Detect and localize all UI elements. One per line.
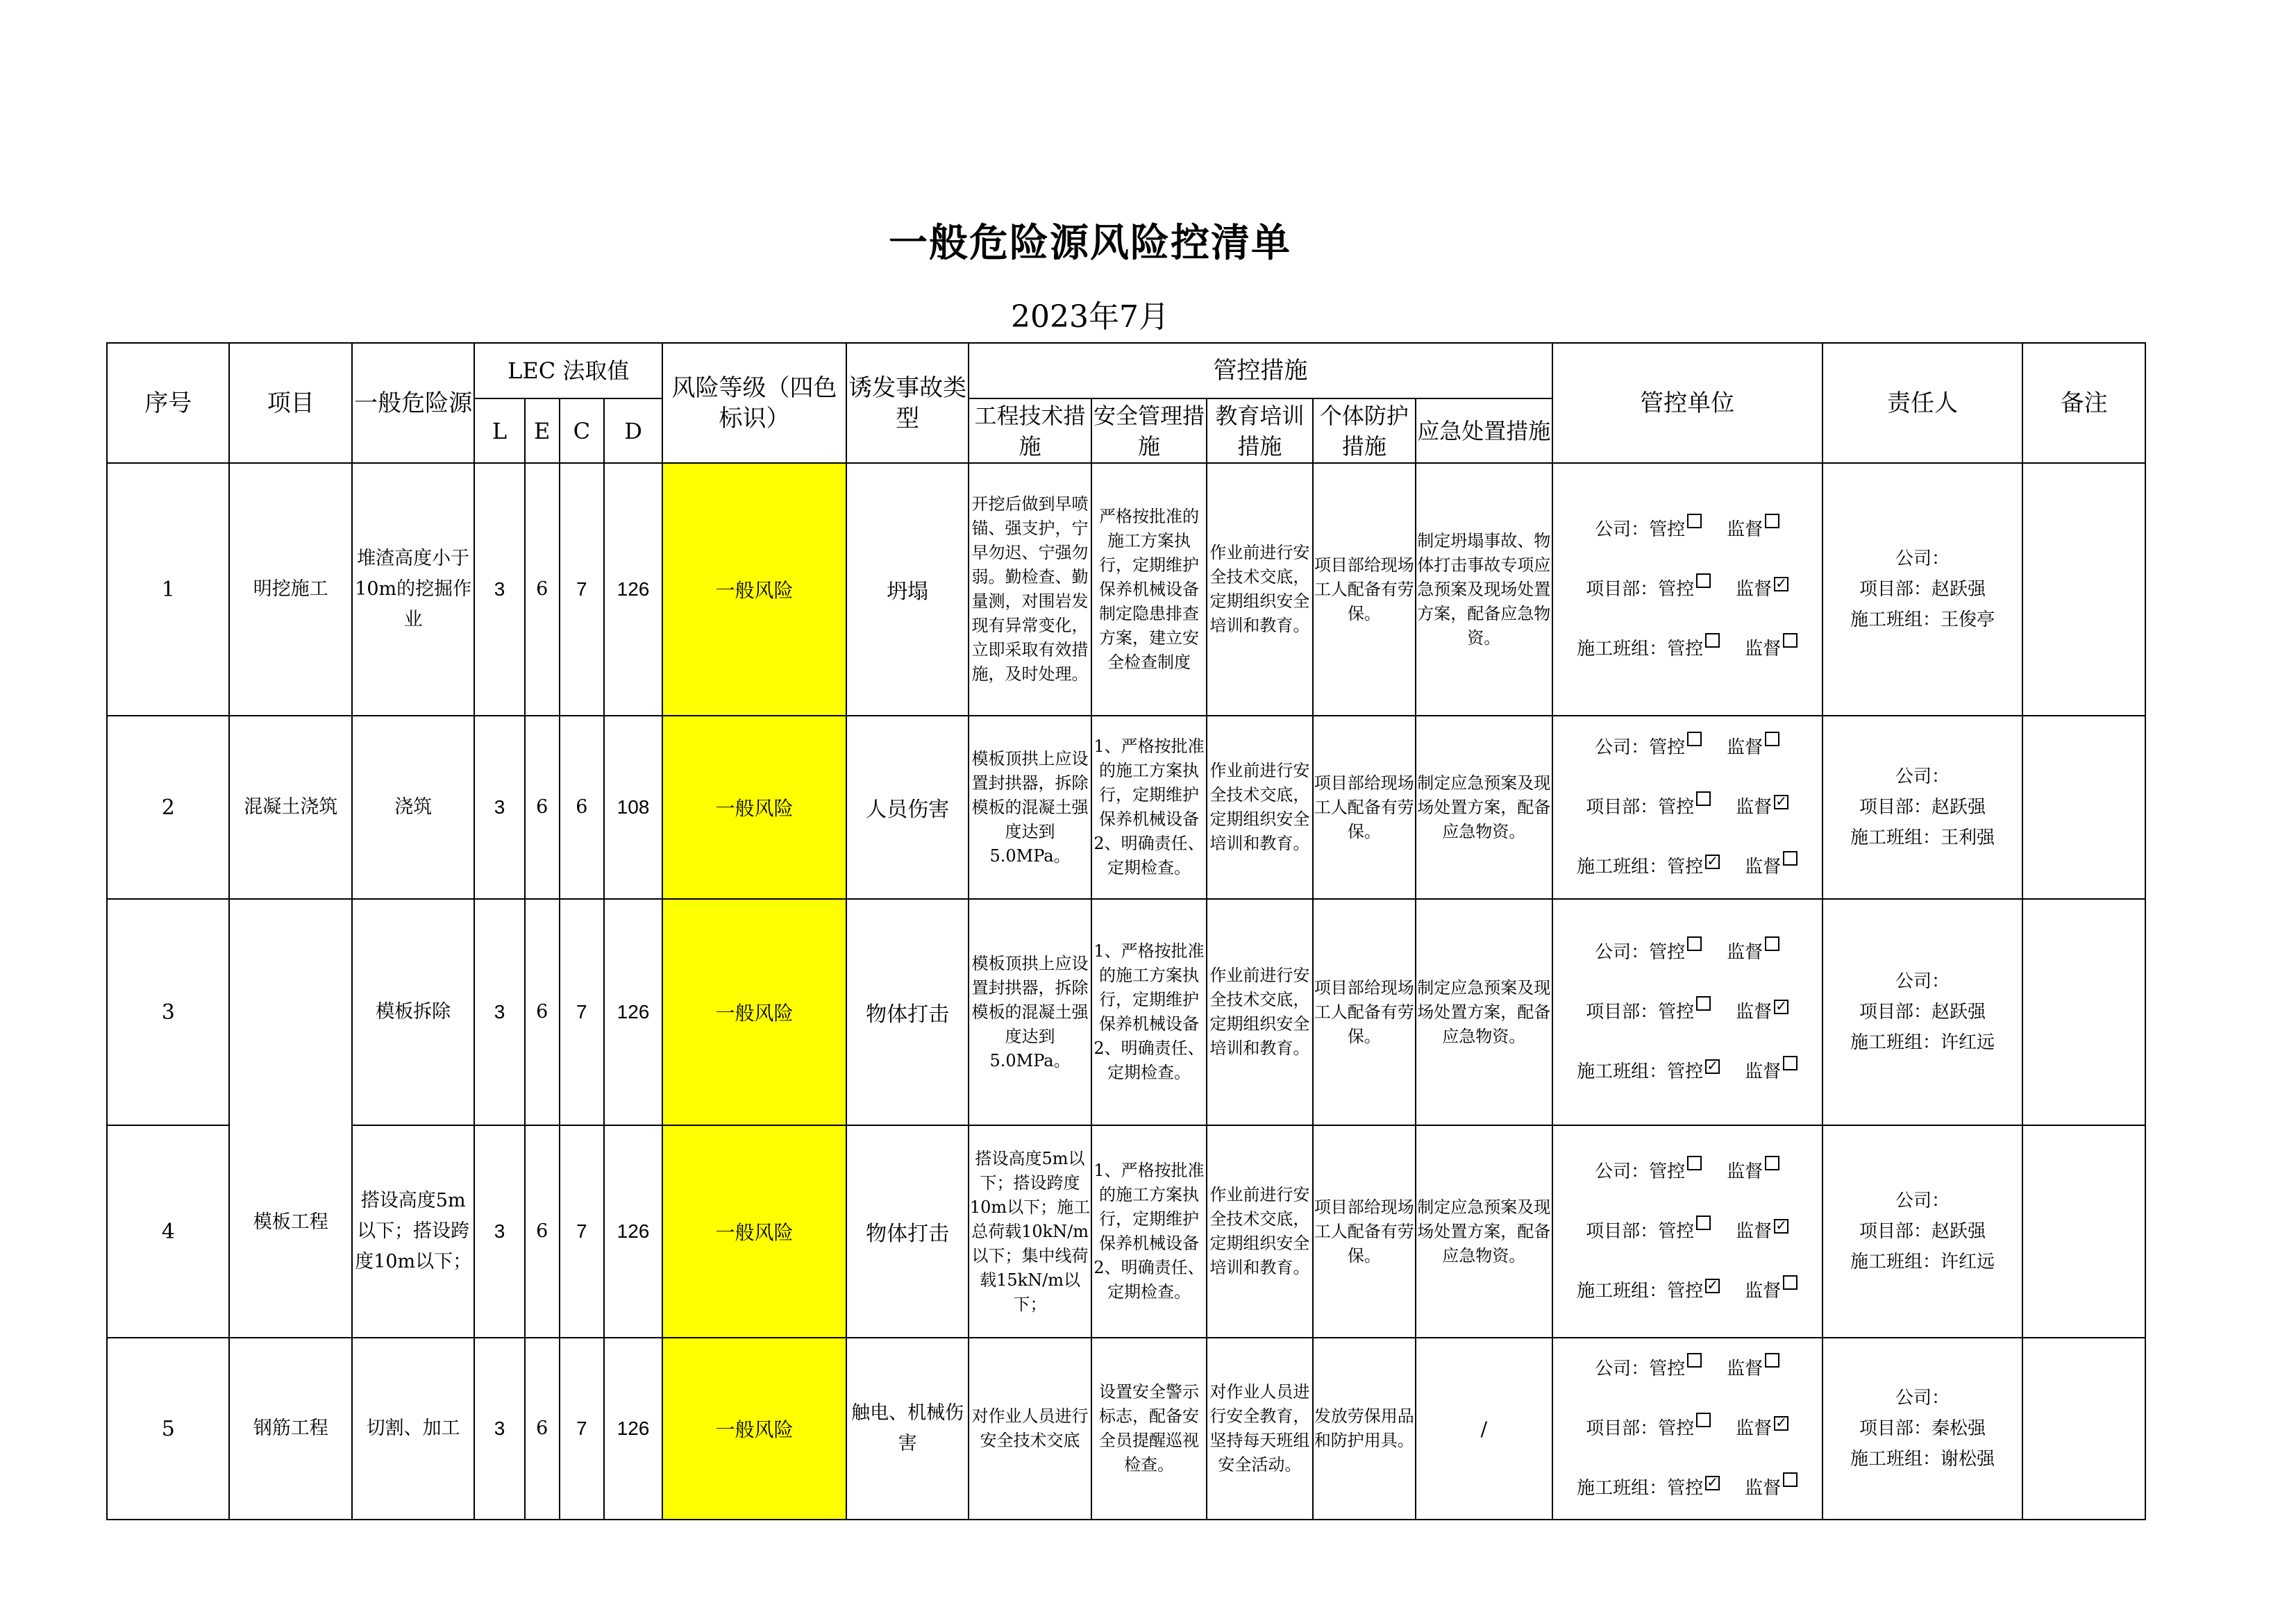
person-label-dept: 项目部： — [1859, 797, 1932, 818]
unit-line-company — [1553, 923, 1822, 982]
control-checkbox[interactable] — [1687, 936, 1702, 951]
cell-e: 6 — [525, 899, 560, 1125]
cell-risk-level: 一般风险 — [662, 899, 846, 1125]
table-row — [107, 899, 2145, 1125]
cell-hazard: 搭设高度5m以下；搭设跨度10m以下； — [352, 1125, 474, 1338]
cell-edu-measure: 作业前进行安全技术交底，定期组织安全培训和教育。 — [1207, 1125, 1312, 1338]
supervise-checkbox[interactable] — [1765, 732, 1779, 746]
unit-label-company: 公司： — [1595, 1359, 1650, 1379]
cell-responsible-person — [1822, 1125, 2023, 1338]
person-label-company: 公司： — [1895, 766, 1950, 787]
cell-remark — [2022, 899, 2145, 1125]
unit-line-dept — [1553, 560, 1822, 619]
person-line-team — [1823, 605, 2022, 635]
control-checkbox[interactable] — [1696, 996, 1711, 1011]
supervise-label: 监督 — [1727, 737, 1763, 758]
header-c: C — [560, 398, 604, 463]
check-mark-icon: ✓ — [1775, 998, 1787, 1014]
header-e: E — [525, 398, 560, 463]
unit-line-dept — [1553, 1202, 1822, 1261]
person-name-dept: 赵跃强 — [1932, 1221, 1986, 1242]
check-mark-icon: ✓ — [1775, 1217, 1787, 1234]
cell-hazard: 模板拆除 — [352, 899, 474, 1125]
person-line-dept — [1823, 997, 2022, 1027]
cell-accident: 触电、机械伤害 — [846, 1338, 969, 1520]
cell-eng-measure: 模板顶拱上应设置封拱器，拆除模板的混凝土强度达到5.0MPa。 — [969, 899, 1091, 1125]
supervise-checkbox[interactable] — [1774, 1000, 1788, 1014]
supervise-label: 监督 — [1736, 1002, 1773, 1023]
person-label-dept: 项目部： — [1859, 579, 1932, 600]
check-mark-icon: ✓ — [1707, 1057, 1718, 1074]
unit-line-dept — [1553, 982, 1822, 1042]
person-line-team — [1823, 1444, 2022, 1474]
supervise-label: 监督 — [1727, 1161, 1763, 1182]
supervise-checkbox[interactable] — [1765, 936, 1779, 951]
check-mark-icon: ✓ — [1707, 1277, 1718, 1293]
cell-remark — [2022, 1338, 2145, 1520]
cell-responsible-person — [1822, 716, 2023, 899]
cell-risk-level: 一般风险 — [662, 1125, 846, 1338]
cell-accident: 人员伤害 — [846, 716, 969, 899]
control-checkbox[interactable] — [1687, 732, 1702, 746]
cell-remark — [2022, 1125, 2145, 1338]
supervise-label: 监督 — [1745, 639, 1782, 659]
control-checkbox[interactable] — [1705, 1059, 1720, 1074]
person-label-dept: 项目部： — [1859, 1418, 1932, 1439]
cell-safety-measure: 1、严格按批准的施工方案执行，定期维护保养机械设备 2、明确责任、定期检查。 — [1091, 1125, 1207, 1338]
header-emer: 应急处置措施 — [1416, 398, 1552, 463]
check-mark-icon: ✓ — [1775, 575, 1787, 591]
unit-label-dept: 项目部： — [1586, 797, 1659, 818]
cell-control-unit — [1552, 1338, 1822, 1520]
unit-line-team — [1553, 1458, 1822, 1518]
person-line-company — [1823, 544, 2022, 574]
control-label: 管控 — [1649, 942, 1686, 963]
unit-line-company — [1553, 500, 1822, 560]
header-edu: 教育培训措施 — [1207, 398, 1312, 463]
cell-risk-level: 一般风险 — [662, 1338, 846, 1520]
cell-remark — [2022, 716, 2145, 899]
header-unit: 管控单位 — [1552, 343, 1822, 463]
supervise-label: 监督 — [1736, 1221, 1773, 1242]
control-checkbox[interactable] — [1696, 573, 1711, 588]
cell-eng-measure: 模板顶拱上应设置封拱器，拆除模板的混凝土强度达到5.0MPa。 — [969, 716, 1091, 899]
control-label: 管控 — [1667, 1061, 1704, 1082]
control-checkbox[interactable] — [1705, 1279, 1720, 1293]
cell-hazard: 堆渣高度小于10m的挖掘作业 — [352, 463, 474, 716]
supervise-checkbox[interactable] — [1765, 514, 1779, 528]
cell-accident: 坍塌 — [846, 463, 969, 716]
person-label-company: 公司： — [1895, 1191, 1950, 1211]
table-row — [107, 1338, 2145, 1520]
person-line-dept — [1823, 792, 2022, 823]
unit-label-company: 公司： — [1595, 942, 1650, 963]
cell-emer-measure: 制定应急预案及现场处置方案，配备应急物资。 — [1416, 1125, 1552, 1338]
cell-control-unit — [1552, 463, 1822, 716]
supervise-label: 监督 — [1736, 1418, 1773, 1439]
cell-d: 126 — [604, 463, 662, 716]
cell-e: 6 — [525, 1338, 560, 1520]
supervise-label: 监督 — [1727, 942, 1763, 963]
unit-line-company — [1553, 1142, 1822, 1202]
supervise-checkbox[interactable] — [1783, 1472, 1798, 1487]
person-name-team: 许红远 — [1941, 1252, 1995, 1272]
control-label: 管控 — [1658, 579, 1695, 600]
cell-emer-measure: 制定坍塌事故、物体打击事故专项应急预案及现场处置方案，配备应急物资。 — [1416, 463, 1552, 716]
control-checkbox[interactable] — [1687, 514, 1702, 528]
cell-project: 混凝土浇筑 — [229, 716, 351, 899]
unit-line-dept — [1553, 1399, 1822, 1458]
cell-c: 7 — [560, 463, 604, 716]
cell-seq: 2 — [107, 716, 229, 899]
supervise-checkbox[interactable] — [1774, 577, 1788, 591]
header-project: 项目 — [229, 343, 351, 463]
person-name-dept: 赵跃强 — [1932, 579, 1986, 600]
supervise-label: 监督 — [1745, 857, 1782, 877]
cell-ppe-measure: 发放劳保用品和防护用具。 — [1313, 1338, 1416, 1520]
cell-project: 钢筋工程 — [229, 1338, 351, 1520]
control-label: 管控 — [1649, 1161, 1686, 1182]
table-row — [107, 463, 2145, 716]
supervise-checkbox[interactable] — [1783, 1275, 1798, 1290]
unit-line-dept — [1553, 777, 1822, 837]
supervise-checkbox[interactable] — [1783, 633, 1798, 648]
control-checkbox[interactable] — [1696, 791, 1711, 806]
header-hazard: 一般危险源 — [352, 343, 474, 463]
cell-c: 7 — [560, 1125, 604, 1338]
person-line-dept — [1823, 574, 2022, 605]
person-label-company: 公司： — [1895, 1388, 1950, 1408]
header-lec: LEC 法取值 — [474, 343, 662, 398]
supervise-checkbox[interactable] — [1774, 795, 1788, 809]
supervise-checkbox[interactable] — [1765, 1156, 1779, 1170]
cell-accident: 物体打击 — [846, 1125, 969, 1338]
person-label-dept: 项目部： — [1859, 1002, 1932, 1023]
cell-l: 3 — [474, 716, 524, 899]
supervise-checkbox[interactable] — [1783, 851, 1798, 866]
page-date: 2023年7月 — [1011, 299, 1169, 335]
cell-project: 明挖施工 — [229, 463, 351, 716]
cell-eng-measure: 对作业人员进行安全技术交底 — [969, 1338, 1091, 1520]
person-name-team: 谢松强 — [1941, 1449, 1995, 1470]
cell-l: 3 — [474, 1125, 524, 1338]
cell-accident: 物体打击 — [846, 899, 969, 1125]
cell-l: 3 — [474, 1338, 524, 1520]
unit-label-team: 施工班组： — [1577, 1478, 1668, 1499]
header-eng: 工程技术措施 — [969, 398, 1091, 463]
supervise-label: 监督 — [1727, 1359, 1763, 1379]
cell-c: 7 — [560, 1338, 604, 1520]
person-label-team: 施工班组： — [1850, 827, 1941, 848]
cell-d: 126 — [604, 1338, 662, 1520]
check-mark-icon: ✓ — [1775, 793, 1787, 809]
cell-eng-measure: 开挖后做到早喷锚、强支护，宁早勿迟、宁强勿弱。勤检查、勤量测，对围岩发现有异常变化，立即采取有效措施，及时处理。 — [969, 463, 1091, 716]
person-line-company — [1823, 966, 2022, 997]
cell-responsible-person — [1822, 899, 2023, 1125]
unit-line-company — [1553, 1339, 1822, 1399]
unit-label-team: 施工班组： — [1577, 1281, 1668, 1302]
cell-l: 3 — [474, 899, 524, 1125]
person-name-team: 王利强 — [1941, 827, 1995, 848]
person-label-team: 施工班组： — [1850, 1032, 1941, 1053]
header-l: L — [474, 398, 524, 463]
unit-line-company — [1553, 718, 1822, 777]
control-checkbox[interactable] — [1687, 1156, 1702, 1170]
cell-d: 108 — [604, 716, 662, 899]
supervise-label: 监督 — [1745, 1061, 1782, 1082]
risk-control-table — [106, 342, 2146, 1520]
cell-seq: 5 — [107, 1338, 229, 1520]
cell-seq: 1 — [107, 463, 229, 716]
cell-seq: 4 — [107, 1125, 229, 1338]
person-line-company — [1823, 1186, 2022, 1216]
table-row — [107, 1125, 2145, 1338]
supervise-checkbox[interactable] — [1774, 1416, 1788, 1431]
header-ppe: 个体防护措施 — [1313, 398, 1416, 463]
control-label: 管控 — [1667, 1478, 1704, 1499]
header-person: 责任人 — [1822, 343, 2023, 463]
control-checkbox[interactable] — [1705, 852, 1720, 869]
cell-risk-level: 一般风险 — [662, 463, 846, 716]
unit-label-dept: 项目部： — [1586, 1002, 1659, 1023]
control-checkbox[interactable] — [1705, 633, 1720, 648]
control-label: 管控 — [1649, 519, 1686, 540]
supervise-label: 监督 — [1736, 579, 1773, 600]
unit-label-team: 施工班组： — [1577, 857, 1668, 877]
cell-hazard: 浇筑 — [352, 716, 474, 899]
cell-e: 6 — [525, 1125, 560, 1338]
control-checkbox[interactable] — [1696, 1216, 1711, 1230]
cell-responsible-person — [1822, 463, 2023, 716]
cell-d: 126 — [604, 1125, 662, 1338]
cell-seq: 3 — [107, 899, 229, 1125]
person-line-team — [1823, 1247, 2022, 1277]
cell-e: 6 — [525, 463, 560, 716]
unit-line-team — [1553, 1261, 1822, 1321]
header-control: 管控措施 — [969, 343, 1552, 398]
unit-label-dept: 项目部： — [1586, 1418, 1659, 1439]
check-mark-icon: ✓ — [1707, 852, 1718, 869]
cell-emer-measure: 制定应急预案及现场处置方案，配备应急物资。 — [1416, 716, 1552, 899]
cell-ppe-measure: 项目部给现场工人配备有劳保。 — [1313, 463, 1416, 716]
supervise-label: 监督 — [1736, 797, 1773, 818]
person-label-dept: 项目部： — [1859, 1221, 1932, 1242]
control-label: 管控 — [1658, 1418, 1695, 1439]
cell-control-unit — [1552, 1125, 1822, 1338]
cell-edu-measure: 作业前进行安全技术交底，定期组织安全培训和教育。 — [1207, 899, 1312, 1125]
cell-c: 6 — [560, 716, 604, 899]
cell-safety-measure: 严格按批准的施工方案执行，定期维护保养机械设备制定隐患排查方案，建立安全检查制度 — [1091, 463, 1207, 716]
control-label: 管控 — [1667, 857, 1704, 877]
cell-project: 模板工程 — [229, 899, 351, 1338]
person-name-team: 许红远 — [1941, 1032, 1995, 1053]
control-checkbox[interactable] — [1705, 1476, 1720, 1490]
control-label: 管控 — [1658, 1221, 1695, 1242]
cell-e: 6 — [525, 716, 560, 899]
cell-risk-level: 一般风险 — [662, 716, 846, 899]
control-label: 管控 — [1667, 639, 1704, 659]
unit-line-team — [1553, 619, 1822, 679]
unit-label-company: 公司： — [1595, 519, 1650, 540]
cell-d: 126 — [604, 899, 662, 1125]
cell-ppe-measure: 项目部给现场工人配备有劳保。 — [1313, 899, 1416, 1125]
cell-control-unit — [1552, 716, 1822, 899]
cell-c: 7 — [560, 899, 604, 1125]
cell-safety-measure: 设置安全警示标志，配备安全员提醒巡视检查。 — [1091, 1338, 1207, 1520]
person-label-team: 施工班组： — [1850, 1449, 1941, 1470]
cell-emer-measure: / — [1416, 1338, 1552, 1520]
control-label: 管控 — [1649, 1359, 1686, 1379]
person-line-team — [1823, 1027, 2022, 1058]
control-label: 管控 — [1667, 1281, 1704, 1302]
cell-emer-measure: 制定应急预案及现场处置方案，配备应急物资。 — [1416, 899, 1552, 1125]
person-name-team: 王俊亭 — [1941, 609, 1995, 630]
person-name-dept: 赵跃强 — [1932, 797, 1986, 818]
check-mark-icon: ✓ — [1775, 1414, 1787, 1431]
header-accident: 诱发事故类型 — [846, 343, 969, 463]
cell-control-unit — [1552, 899, 1822, 1125]
cell-remark — [2022, 463, 2145, 716]
cell-edu-measure: 对作业人员进行安全教育，坚持每天班组安全活动。 — [1207, 1338, 1312, 1520]
cell-l: 3 — [474, 463, 524, 716]
supervise-label: 监督 — [1745, 1281, 1782, 1302]
header-risk-level: 风险等级（四色标识） — [662, 343, 846, 463]
person-line-company — [1823, 762, 2022, 792]
header-d: D — [604, 398, 662, 463]
control-checkbox[interactable] — [1696, 1413, 1711, 1427]
cell-responsible-person — [1822, 1338, 2023, 1520]
person-name-dept: 赵跃强 — [1932, 1002, 1986, 1023]
person-name-dept: 秦松强 — [1932, 1418, 1986, 1439]
supervise-checkbox[interactable] — [1783, 1056, 1798, 1070]
person-label-company: 公司： — [1895, 971, 1950, 992]
person-label-company: 公司： — [1895, 548, 1950, 569]
page-title: 一般危险源风险控清单 — [889, 221, 1291, 266]
supervise-label: 监督 — [1727, 519, 1763, 540]
person-line-team — [1823, 823, 2022, 853]
supervise-checkbox[interactable] — [1765, 1353, 1779, 1368]
table-row — [107, 716, 2145, 899]
person-line-dept — [1823, 1413, 2022, 1444]
control-label: 管控 — [1658, 797, 1695, 818]
cell-safety-measure: 1、严格按批准的施工方案执行，定期维护保养机械设备 2、明确责任、定期检查。 — [1091, 716, 1207, 899]
cell-eng-measure: 搭设高度5m以下；搭设跨度10m以下；施工总荷载10kN/m以下；集中线荷载15kN/m以下； — [969, 1125, 1091, 1338]
unit-label-company: 公司： — [1595, 737, 1650, 758]
header-safety: 安全管理措施 — [1091, 398, 1207, 463]
cell-edu-measure: 作业前进行安全技术交底，定期组织安全培训和教育。 — [1207, 716, 1312, 899]
person-label-team: 施工班组： — [1850, 609, 1941, 630]
unit-line-team — [1553, 1042, 1822, 1102]
cell-hazard: 切割、加工 — [352, 1338, 474, 1520]
header-seq: 序号 — [107, 343, 229, 463]
person-label-team: 施工班组： — [1850, 1252, 1941, 1272]
person-line-company — [1823, 1383, 2022, 1413]
person-line-dept — [1823, 1216, 2022, 1247]
check-mark-icon: ✓ — [1707, 1474, 1718, 1490]
unit-line-team — [1553, 837, 1822, 897]
control-label: 管控 — [1658, 1002, 1695, 1023]
cell-ppe-measure: 项目部给现场工人配备有劳保。 — [1313, 1125, 1416, 1338]
header-remark: 备注 — [2022, 343, 2145, 463]
supervise-label: 监督 — [1745, 1478, 1782, 1499]
cell-safety-measure: 1、严格按批准的施工方案执行，定期维护保养机械设备 2、明确责任、定期检查。 — [1091, 899, 1207, 1125]
control-checkbox[interactable] — [1687, 1353, 1702, 1368]
unit-label-dept: 项目部： — [1586, 1221, 1659, 1242]
control-label: 管控 — [1649, 737, 1686, 758]
supervise-checkbox[interactable] — [1774, 1219, 1788, 1234]
unit-label-team: 施工班组： — [1577, 639, 1668, 659]
unit-label-team: 施工班组： — [1577, 1061, 1668, 1082]
unit-label-dept: 项目部： — [1586, 579, 1659, 600]
unit-label-company: 公司： — [1595, 1161, 1650, 1182]
cell-edu-measure: 作业前进行安全技术交底，定期组织安全培训和教育。 — [1207, 463, 1312, 716]
cell-ppe-measure: 项目部给现场工人配备有劳保。 — [1313, 716, 1416, 899]
